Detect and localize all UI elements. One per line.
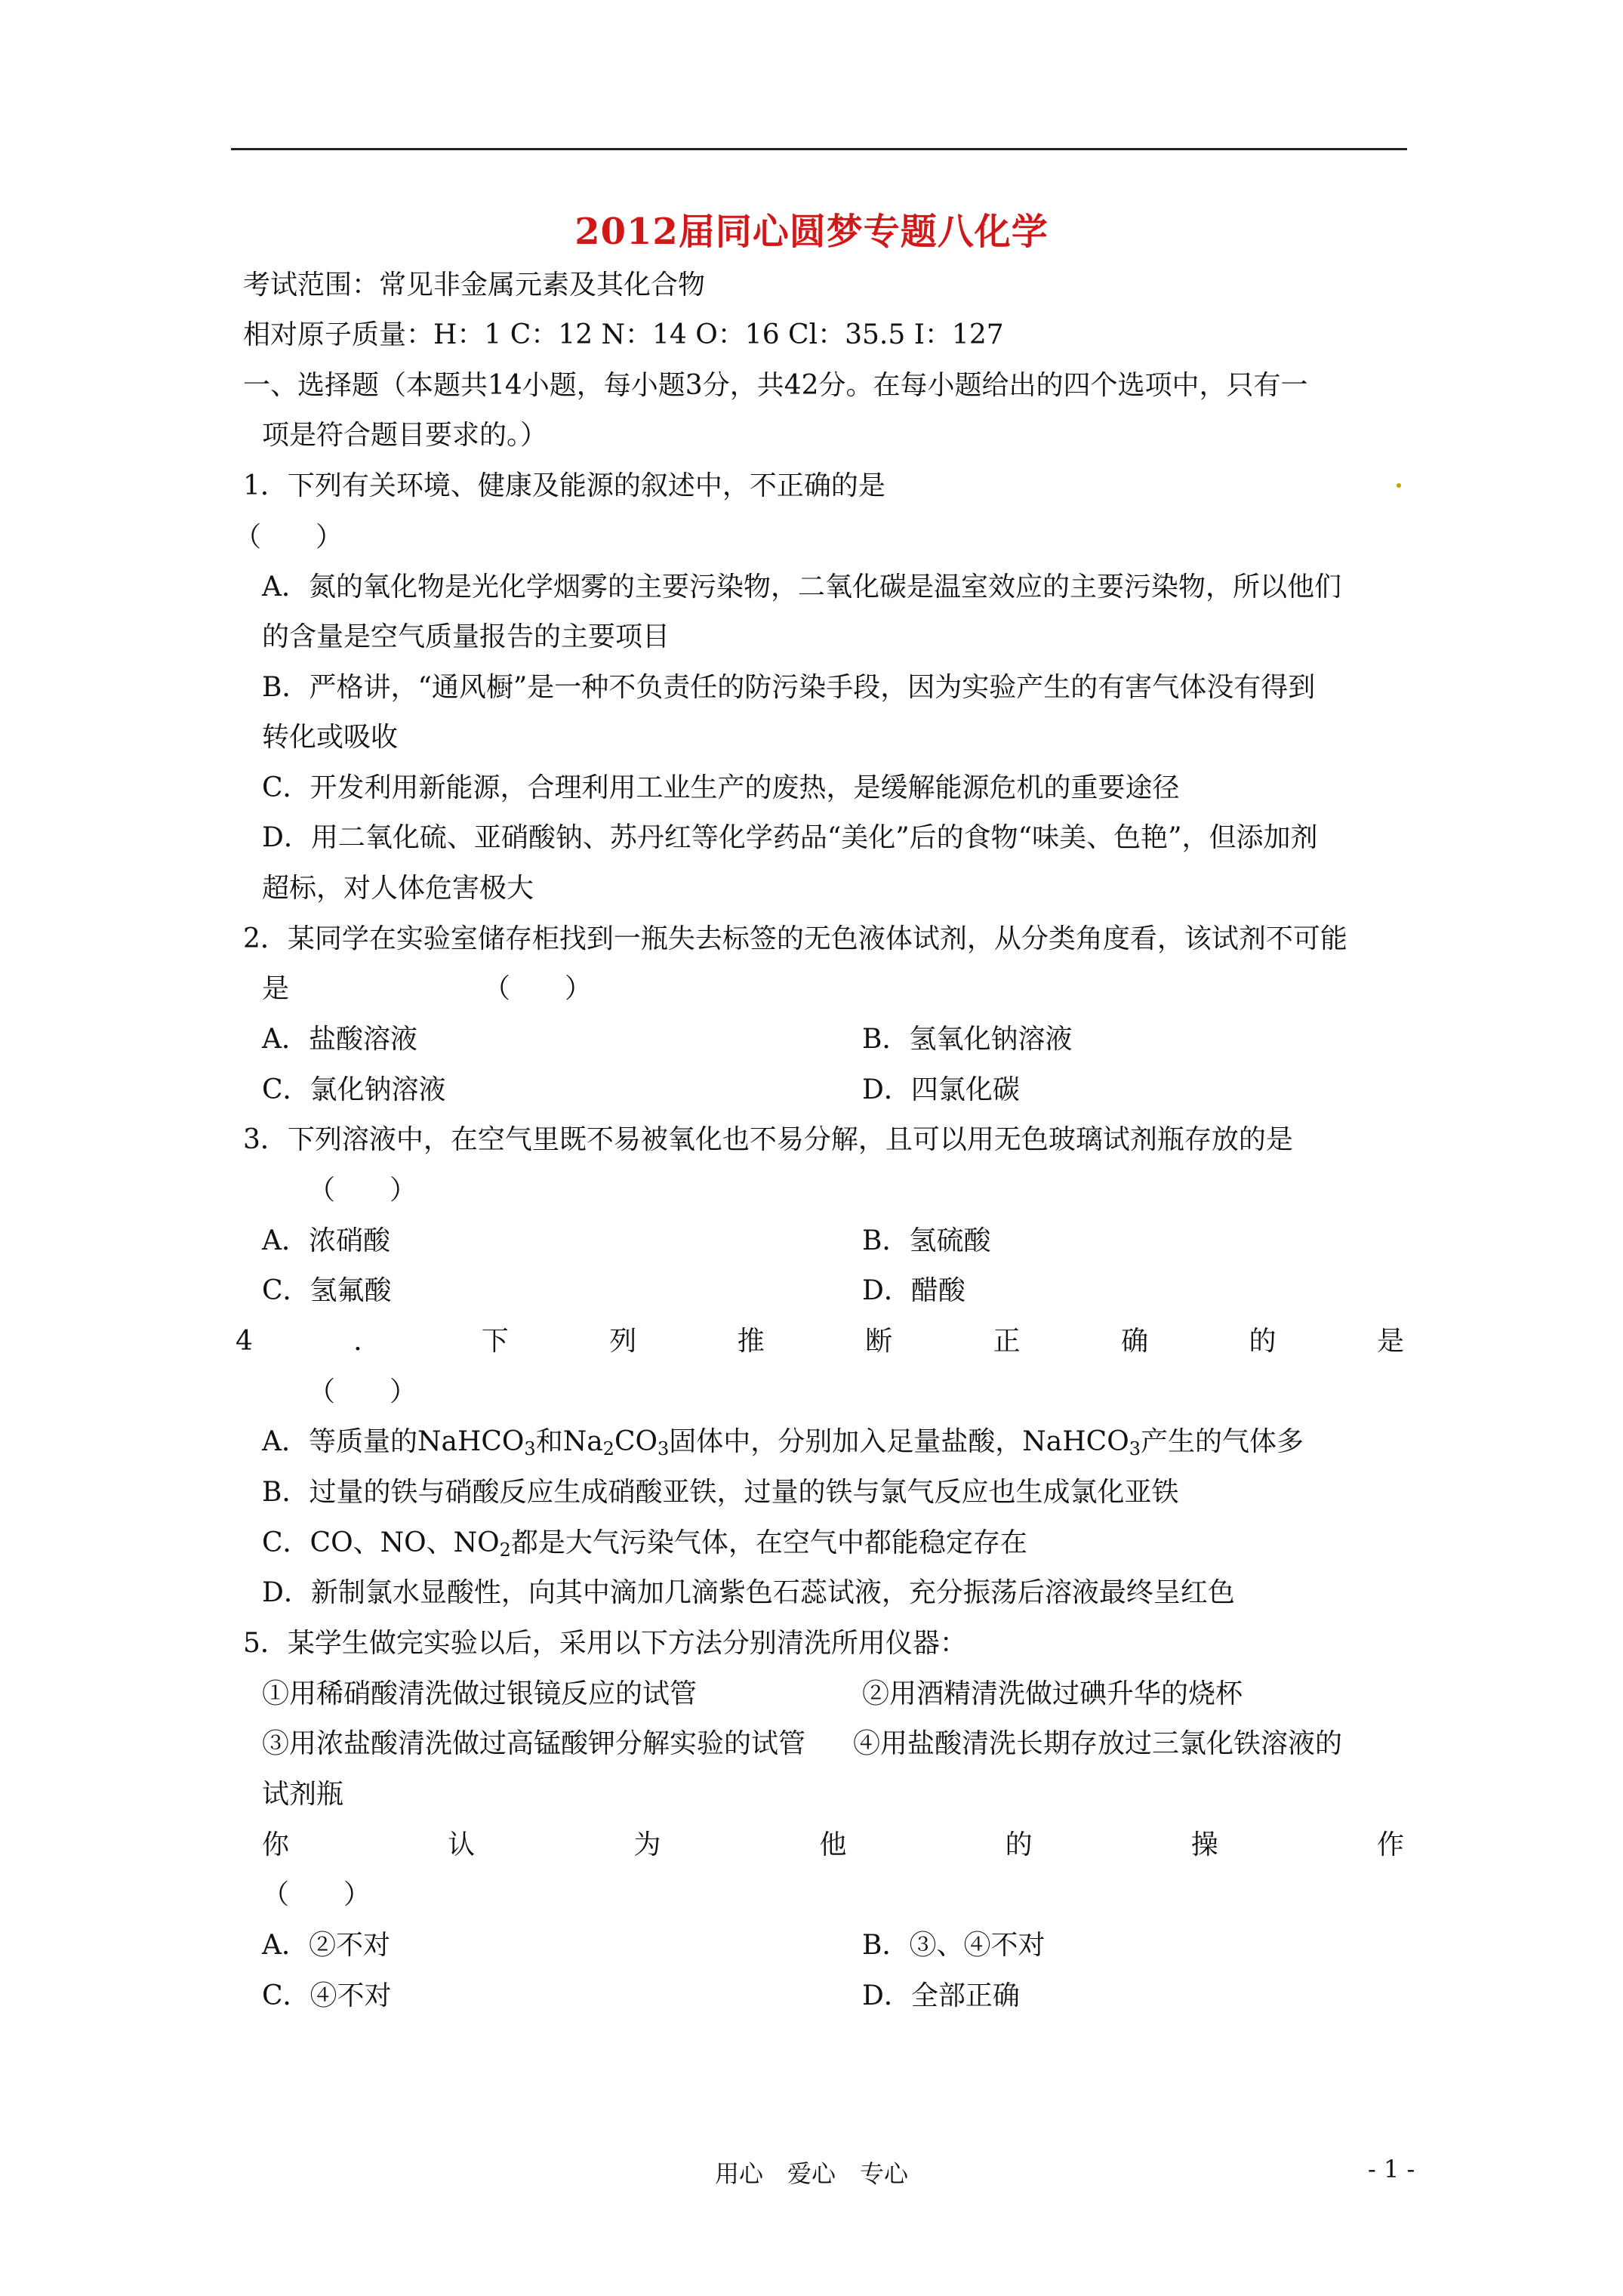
q5-question	[262, 1827, 1404, 1863]
q2-stem: 2．某同学在实验室储存柜找到一瓶失去标签的无色液体试剂，从分类角度看，该试剂不可能	[243, 923, 1347, 954]
section-heading-cont: 项是符合题目要求的。）	[262, 420, 548, 451]
q5-stem: 5．某学生做完实验以后，采用以下方法分别清洗所用仪器：	[243, 1628, 967, 1659]
q5-question-char: 为	[633, 1829, 661, 1860]
q2-option-a: A．盐酸溶液	[262, 1024, 417, 1055]
q4-option-a: A．等质量的NaHCO$_3$和$Na_2CO_3$固体中，分别加入足量盐酸，NaHCO$_3$产生的气体多	[262, 1426, 1304, 1459]
exam-scope: 考试范围：常见非金属元素及其化合物	[243, 270, 706, 300]
header-rule	[231, 148, 1407, 150]
page-title: 2012届同心圆梦专题八化学	[574, 211, 1049, 253]
q5-option-a: A．②不对	[262, 1930, 390, 1961]
q4-option-d: D．新制氯水显酸性，向其中滴加几滴紫色石蕊试液，充分振荡后溶液最终呈红色	[262, 1577, 1235, 1608]
footer-slogan: 用心 爱心 专心	[714, 2159, 908, 2188]
q1-option-d: D．用二氧化硫、亚硝酸钠、苏丹红等化学药品“美化”后的食物“味美、色艳”，但添加剂	[262, 822, 1318, 853]
q1-option-a-cont: 的含量是空气质量报告的主要项目	[262, 621, 670, 652]
q4-stem-char: 断	[865, 1326, 893, 1357]
q5-question-char: 认	[448, 1829, 476, 1860]
q4-stem-char: 4	[236, 1326, 253, 1357]
q2-stem-cont: 是	[262, 973, 290, 1004]
q2-option-d: D．四氯化碳	[862, 1074, 1020, 1105]
q3-paren: （ ）	[308, 1175, 417, 1206]
q3-option-d: D．醋酸	[862, 1275, 965, 1306]
q3-option-c: C．氢氟酸	[262, 1275, 392, 1306]
q3-option-a: A．浓硝酸	[262, 1225, 390, 1256]
q4-stem-char: 确	[1121, 1326, 1149, 1357]
q5-question-char: 作	[1376, 1829, 1404, 1860]
q2-option-b: B．氢氧化钠溶液	[862, 1024, 1073, 1055]
q3-stem: 3．下列溶液中，在空气里既不易被氧化也不易分解，且可以用无色玻璃试剂瓶存放的是	[243, 1124, 1293, 1155]
q5-method-4: ④用盐酸清洗长期存放过三氯化铁溶液的	[853, 1728, 1343, 1759]
q4-paren: （ ）	[308, 1376, 417, 1407]
q5-question-char: 操	[1190, 1829, 1218, 1860]
stray-dot	[1397, 483, 1401, 488]
q4-stem-char: 下	[481, 1326, 509, 1357]
q4-stem	[236, 1324, 1404, 1360]
q2-paren: （ ）	[483, 973, 593, 1004]
atomic-mass: 相对原子质量：H：1 C：12 N：14 O：16 Cl：35.5 I：127	[243, 319, 1004, 350]
q4-stem-char: 正	[993, 1326, 1021, 1357]
q1-stem: 1．下列有关环境、健康及能源的叙述中，不正确的是	[243, 470, 885, 501]
q1-paren: （ ）	[234, 522, 343, 553]
q3-option-b: B．氢硫酸	[862, 1225, 991, 1256]
q1-option-c: C．开发利用新能源，合理利用工业生产的废热，是缓解能源危机的重要途径	[262, 772, 1180, 803]
q4-stem-char: 是	[1376, 1326, 1404, 1357]
q5-question-char: 你	[262, 1829, 290, 1860]
q5-question-char: 他	[819, 1829, 847, 1860]
q5-method-4-cont: 试剂瓶	[262, 1779, 344, 1810]
q2-option-c: C．氯化钠溶液	[262, 1074, 446, 1105]
q4-option-c: C．CO、NO、$NO_2$都是大气污染气体，在空气中都能稳定存在	[262, 1527, 1027, 1561]
q4-option-b: B．过量的铁与硝酸反应生成硝酸亚铁，过量的铁与氯气反应也生成氯化亚铁	[262, 1477, 1179, 1508]
q5-method-2: ②用酒精清洗做过碘升华的烧杯	[862, 1678, 1243, 1709]
section-heading: 一、选择题（本题共14小题，每小题3分，共42分。在每小题给出的四个选项中，只有一	[243, 370, 1308, 401]
q5-option-c: C．④不对	[262, 1980, 392, 2011]
q5-paren: （ ）	[262, 1879, 371, 1910]
q1-option-b-cont: 转化或吸收	[262, 722, 399, 753]
q1-option-b: B．严格讲，“通风橱”是一种不负责任的防污染手段，因为实验产生的有害气体没有得到	[262, 672, 1316, 703]
q5-method-1: ①用稀硝酸清洗做过银镜反应的试管	[262, 1678, 698, 1709]
q5-option-b: B．③、④不对	[862, 1930, 1046, 1961]
page-number: - 1 -	[1368, 2155, 1415, 2184]
q5-option-d: D．全部正确	[862, 1980, 1020, 2011]
q4-stem-char: 推	[737, 1326, 765, 1357]
q1-option-d-cont: 超标，对人体危害极大	[262, 873, 534, 904]
q1-option-a: A．氮的氧化物是光化学烟雾的主要污染物，二氧化碳是温室效应的主要污染物，所以他们	[262, 572, 1341, 603]
q4-stem-char: ．	[353, 1326, 381, 1357]
q4-stem-char: 列	[609, 1326, 637, 1357]
q4-stem-char: 的	[1249, 1326, 1277, 1357]
q5-question-char: 的	[1005, 1829, 1033, 1860]
q5-method-3: ③用浓盐酸清洗做过高锰酸钾分解实验的试管	[262, 1728, 806, 1759]
